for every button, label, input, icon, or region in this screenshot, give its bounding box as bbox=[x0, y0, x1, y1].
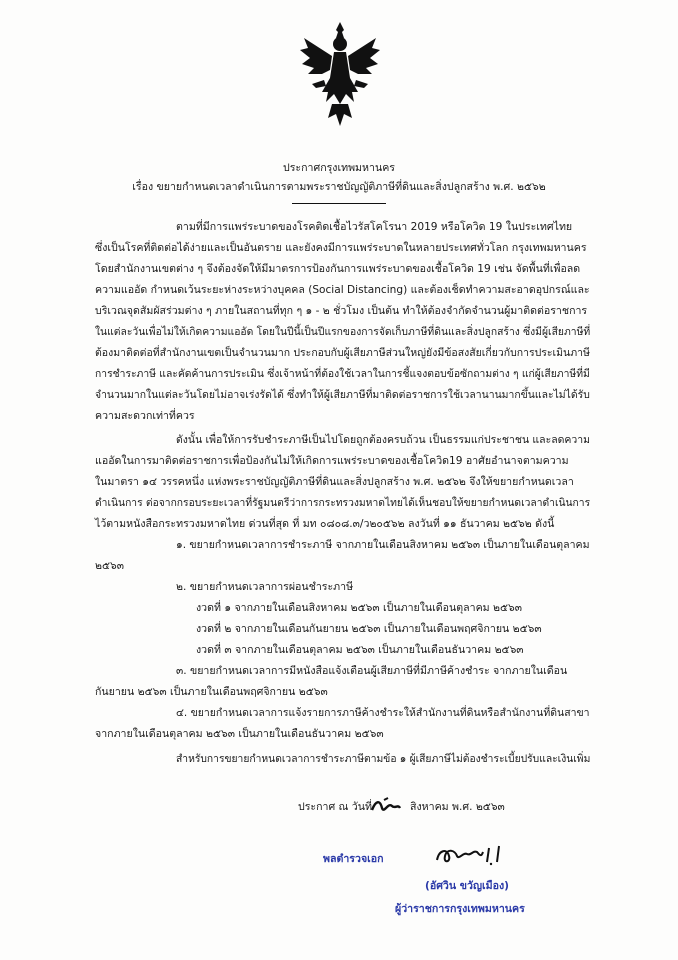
installment-line: งวดที่ ๒ จากภายในเดือนกันยายน ๒๕๖๓ เป็นภายในเดือนพฤศจิกายน ๒๕๖๓ bbox=[196, 623, 542, 635]
item3-line: ๓. ขยายกำหนดเวลาการมีหนังสือแจ้งเตือนผู้เสียภาษีที่มีภาษีค้างชำระ จากภายในเดือน bbox=[176, 665, 568, 677]
para1-line: ต้องมาติดต่อที่สำนักงานเขตเป็นจำนวนมาก ประกอบกับผู้เสียภาษีส่วนใหญ่ยังมีข้อสงสัยเกี่ยวกับการประเมินภาษี bbox=[95, 347, 590, 359]
announced-month-year: สิงหาคม พ.ศ. ๒๕๖๓ bbox=[410, 801, 505, 813]
para1-line: ความสะดวกเท่าที่ควร bbox=[95, 410, 195, 422]
para1-line: ในแต่ละวันเพื่อไม่ให้เกิดความแออัด โดยในปีนี้เป็นปีแรกของการจัดเก็บภาษีที่ดินและสิ่งปลูกสร้าง ซึ่งมีผู้เสียภาษีที่ bbox=[95, 326, 591, 338]
para1-line: โดยสำนักงานเขตต่าง ๆ จึงต้องจัดให้มีมาตรการป้องกันการแพร่ระบาดของเชื้อโควิด 19 เช่น จัดพื้นที่เพื่อลด bbox=[95, 263, 581, 275]
signer-position: ผู้ว่าราชการกรุงเทพมหานคร bbox=[395, 903, 525, 915]
item4-line: ๔. ขยายกำหนดเวลาการแจ้งรายการภาษีค้างชำระให้สำนักงานที่ดินหรือสำนักงานที่ดินสาขา bbox=[176, 707, 590, 719]
item1-line: ๒๕๖๓ bbox=[95, 560, 124, 572]
para2-line: ในมาตรา ๑๔ วรรคหนึ่ง แห่งพระราชบัญญัติภาษีที่ดินและสิ่งปลูกสร้าง พ.ศ. ๒๕๖๒ จึงให้ขยายกำหนดเวลา bbox=[95, 476, 574, 488]
item2-heading: ๒. ขยายกำหนดเวลาการผ่อนชำระภาษี bbox=[176, 581, 354, 593]
para1-line: การชำระภาษี และคัดค้านการประเมิน ซึ่งเจ้าหน้าที่ต้องใช้เวลาในการชี้แจงตอบข้อซักถามต่าง ๆ แก่ผู้เสียภาษีที่มี bbox=[95, 368, 590, 380]
title-divider bbox=[292, 203, 386, 204]
para1-line: ซึ่งเป็นโรคที่ติดต่อได้ง่ายและเป็นอันตราย และยังคงมีการแพร่ระบาดในหลายประเทศทั่วโลก กรุงเทพมหานคร bbox=[95, 242, 587, 254]
announcement-title: ประกาศกรุงเทพมหานคร bbox=[283, 162, 395, 174]
para1-line: ความแออัด กำหนดเว้นระยะห่างระหว่างบุคคล (Social Distancing) และต้องเช็ดทำความสะอาดอุปกรณ์และ bbox=[95, 284, 590, 296]
signer-name: (อัศวิน ขวัญเมือง) bbox=[425, 880, 510, 892]
para1-line: ตามที่มีการแพร่ระบาดของโรคติดเชื้อไวรัสโคโรนา 2019 หรือโควิด 19 ในประเทศไทย bbox=[176, 221, 573, 233]
closing-statement: สำหรับการขยายกำหนดเวลาการชำระภาษีตามข้อ ๑ ผู้เสียภาษีไม่ต้องชำระเบี้ยปรับและเงินเพิ่ม bbox=[176, 753, 591, 765]
handwritten-signature-icon bbox=[433, 840, 513, 870]
announced-date-label: ประกาศ ณ วันที่ bbox=[298, 801, 372, 813]
para1-line: บริเวณจุดสัมผัสร่วมต่าง ๆ ภายในสถานที่ทุก ๆ ๑ - ๒ ชั่วโมง เป็นต้น ทำให้ต้องจำกัดจำนวนผู้มาติดต่อราชการ bbox=[95, 305, 588, 317]
para2-line: ไว้ตามหนังสือกระทรวงมหาดไทย ด่วนที่สุด ที่ มท ๐๘๐๘.๓/ว๒๐๕๖๒ ลงวันที่ ๑๑ ธันวาคม ๒๕๖๒ ดังนี้ bbox=[95, 518, 555, 530]
item4-line: จากภายในเดือนตุลาคม ๒๕๖๓ เป็นภายในเดือนธันวาคม ๒๕๖๓ bbox=[95, 728, 384, 740]
installment-line: งวดที่ ๓ จากภายในเดือนตุลาคม ๒๕๖๓ เป็นภายในเดือนธันวาคม ๒๕๖๓ bbox=[196, 644, 524, 656]
para1-line: จำนวนมากในแต่ละวันโดยไม่อาจเร่งรัดได้ ซึ่งทำให้ผู้เสียภาษีที่มาติดต่อราชการใช้เวลานานมากขึ้นและไม่ได้รับ bbox=[95, 389, 590, 401]
handwritten-date-icon bbox=[370, 796, 402, 816]
signer-rank: พลตำรวจเอก bbox=[323, 853, 384, 865]
installment-line: งวดที่ ๑ จากภายในเดือนสิงหาคม ๒๕๖๓ เป็นภายในเดือนตุลาคม ๒๕๖๓ bbox=[196, 602, 522, 614]
para2-line: ดังนั้น เพื่อให้การรับชำระภาษีเป็นไปโดยถูกต้องครบถ้วน เป็นธรรมแก่ประชาชน และลดความ bbox=[176, 434, 591, 446]
item3-line: กันยายน ๒๕๖๓ เป็นภายในเดือนพฤศจิกายน ๒๕๖๓ bbox=[95, 686, 328, 698]
para2-line: แออัดในการมาติดต่อราชการเพื่อป้องกันไม่ให้เกิดการแพร่ระบาดของเชื้อโควิด19 อาศัยอำนาจตามความ bbox=[95, 455, 569, 467]
garuda-emblem-icon bbox=[298, 18, 382, 130]
para2-line: ดำเนินการ ต่อจากกรอบระยะเวลาที่รัฐมนตรีว่าการกระทรวงมหาดไทยได้เห็นชอบให้ขยายกำหนดเวลาดำเนินการ bbox=[95, 497, 591, 509]
item1-line: ๑. ขยายกำหนดเวลาการชำระภาษี จากภายในเดือนสิงหาคม ๒๕๖๓ เป็นภายในเดือนตุลาคม bbox=[176, 539, 590, 551]
announcement-subject: เรื่อง ขยายกำหนดเวลาดำเนินการตามพระราชบัญญัติภาษีที่ดินและสิ่งปลูกสร้าง พ.ศ. ๒๕๖๒ bbox=[132, 181, 546, 193]
